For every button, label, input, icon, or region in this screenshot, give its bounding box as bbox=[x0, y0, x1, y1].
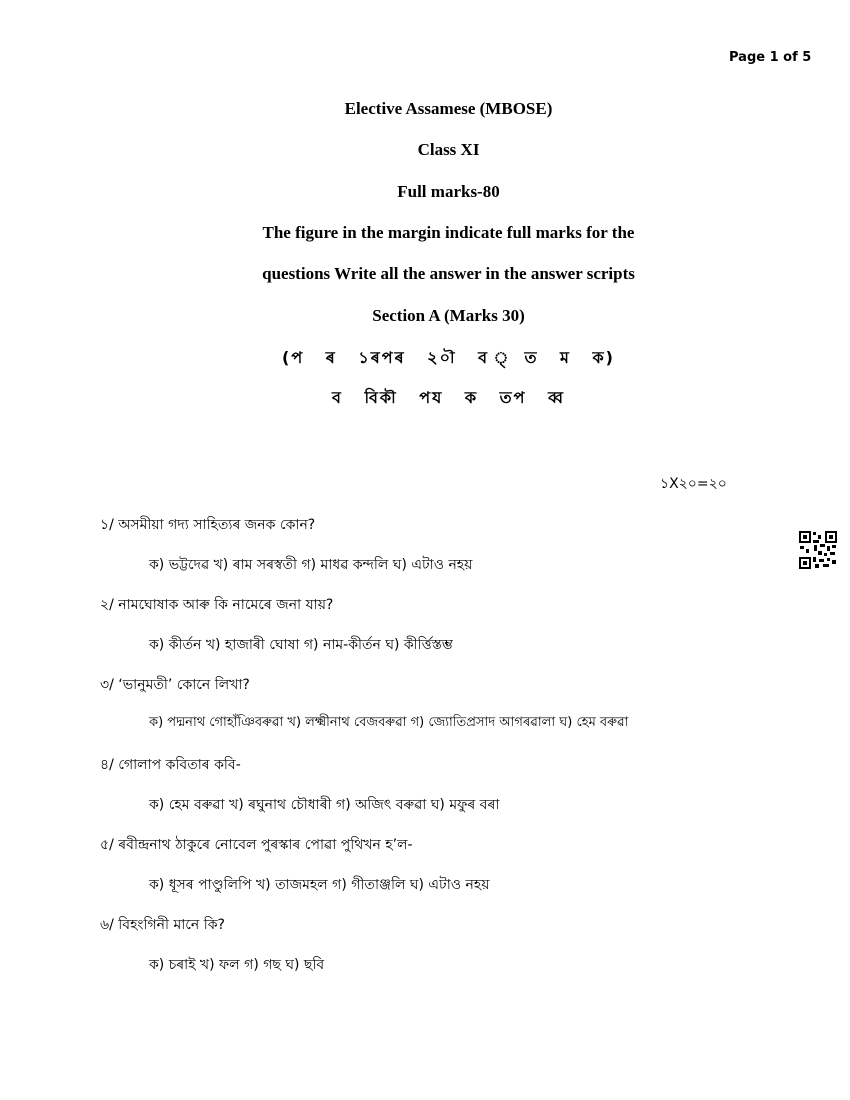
question-number: ২/ bbox=[100, 597, 114, 613]
question-text: ৰবীন্দ্ৰনাথ ঠাকুৰে নোবেল পুৰস্কাৰ পোৱা পুথিখন হ’ল- bbox=[118, 837, 413, 853]
garbled-heading-line-2: ব বিকৗ পয ক তপ ব্ব bbox=[331, 388, 566, 407]
question-text: গোলাপ কবিতাৰ কবি- bbox=[118, 757, 241, 773]
class-label: Class XI bbox=[417, 140, 480, 159]
instruction-line-2: questions Write all the answer in the answer scripts bbox=[262, 264, 635, 283]
instruction-line-1: The figure in the margin indicate full marks for the bbox=[262, 223, 635, 242]
question-6 bbox=[100, 913, 225, 937]
question-1-options: ক) ভট্টদেৱ খ) ৰাম সৰস্বতী গ) মাধৱ কন্দলি ঘ) এটাও নহয় bbox=[149, 557, 473, 573]
question-2 bbox=[100, 593, 333, 617]
question-text: অসমীয়া গদ্য সাহিত্যৰ জনক কোন? bbox=[118, 517, 316, 533]
question-text: ‘ভানুমতী’ কোনে লিখা? bbox=[118, 677, 250, 693]
section-heading: Section A (Marks 30) bbox=[372, 306, 525, 325]
question-2-options: ক) কীৰ্তন খ) হাজাৰী ঘোষা গ) নাম-কীৰ্তন ঘ) কীৰ্ত্তিস্তম্ভ bbox=[149, 637, 453, 653]
page-number: Page 1 of 5 bbox=[729, 50, 812, 65]
question-text: নামঘোষাক আৰু কি নামেৰে জনা যায়? bbox=[118, 597, 334, 613]
question-4-options: ক) হেম বৰুৱা খ) ৰঘুনাথ চৌধাৰী গ) অজিৎ বৰুৱা ঘ) মফুৰ বৰা bbox=[149, 797, 500, 813]
question-3-options: ক) পদ্মনাথ গোহাঁঞিবৰুৱা খ) লক্ষ্মীনাথ বেজবৰুৱা গ) জ্যোতিপ্ৰসাদ আগৰৱালা ঘ) হেম বৰুৱা bbox=[149, 715, 629, 730]
question-4 bbox=[100, 753, 241, 777]
subject-title: Elective Assamese (MBOSE) bbox=[344, 99, 553, 118]
question-number: ১/ bbox=[100, 517, 114, 533]
question-text: বিহংগিনী মানে কি? bbox=[118, 917, 225, 933]
garbled-heading-line-1: (প ৰ ১ৰপৰ ২০ৗ ব ্ত ম ক) bbox=[282, 348, 615, 367]
question-3 bbox=[100, 673, 250, 697]
question-number: ৩/ bbox=[100, 677, 114, 693]
full-marks: Full marks-80 bbox=[397, 182, 500, 201]
question-5 bbox=[100, 833, 413, 857]
question-number: ৪/ bbox=[100, 757, 114, 773]
question-1 bbox=[100, 513, 315, 537]
question-number: ৫/ bbox=[100, 837, 114, 853]
question-5-options: ক) ধূসৰ পাণ্ডুলিপি খ) তাজমহল গ) গীতাঞ্জলি ঘ) এটাও নহয় bbox=[149, 877, 490, 893]
question-6-options: ক) চৰাই খ) ফল গ) গছ ঘ) ছবি bbox=[149, 957, 325, 973]
marks-allocation: ১X২০=২০ bbox=[660, 476, 727, 492]
qr-code-icon bbox=[798, 530, 838, 570]
question-number: ৬/ bbox=[100, 917, 114, 933]
